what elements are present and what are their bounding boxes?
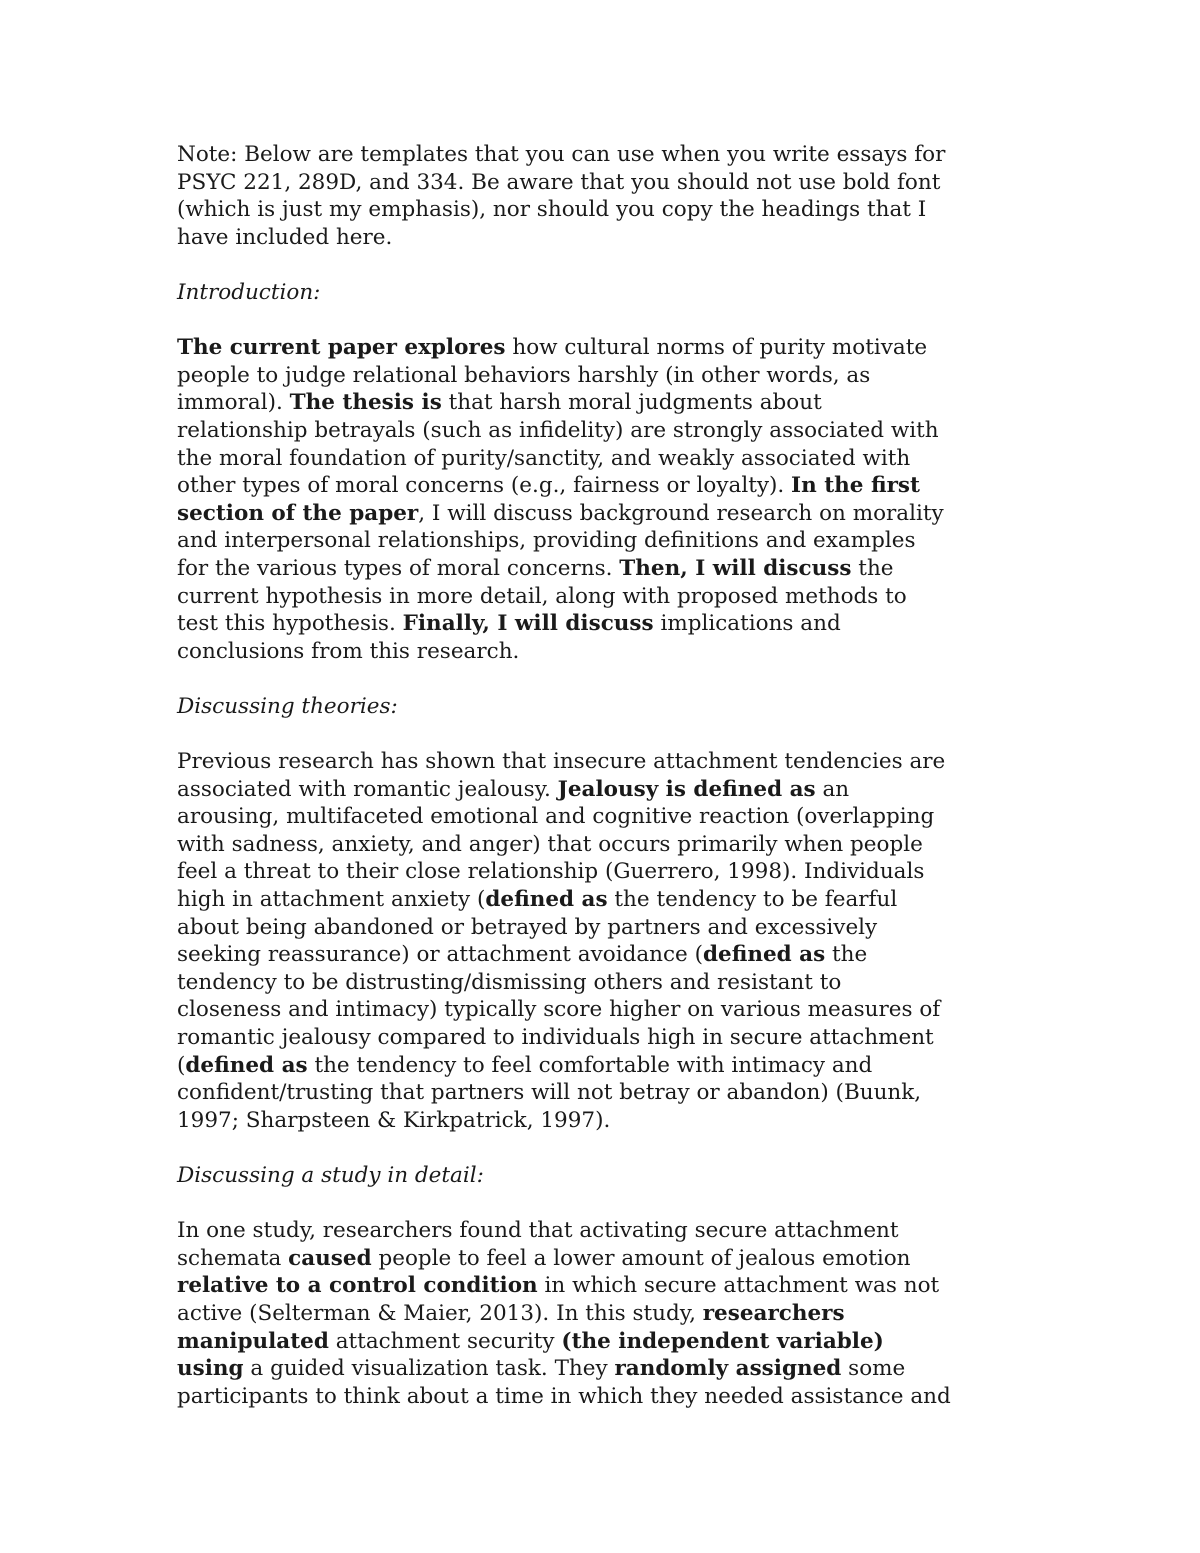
bold-text-run: section of the paper bbox=[177, 500, 419, 526]
text-line bbox=[177, 1217, 1057, 1245]
text-line bbox=[177, 1024, 1057, 1052]
text-run: the moral foundation of purity/sanctity, and weakly associated with bbox=[177, 445, 911, 471]
text-line bbox=[177, 886, 1057, 914]
bold-text-run: caused bbox=[288, 1245, 372, 1271]
text-run: attachment security bbox=[328, 1328, 562, 1354]
text-run: conclusions from this research. bbox=[177, 638, 520, 664]
text-run: tendency to be distrusting/dismissing others and resistant to bbox=[177, 969, 842, 995]
text-line bbox=[177, 334, 1057, 362]
text-run: participants to think about a time in which they needed assistance and bbox=[177, 1383, 951, 1409]
text-run: schemata bbox=[177, 1245, 289, 1271]
bold-text-run: (the independent variable) bbox=[561, 1328, 884, 1354]
study-paragraph bbox=[177, 1217, 1057, 1410]
bold-text-run: researchers bbox=[702, 1300, 845, 1326]
note-line: PSYC 221, 289D, and 334. Be aware that you should not use bold font bbox=[177, 169, 941, 195]
note-paragraph bbox=[177, 141, 1057, 251]
bold-text-run: Then, I will discuss bbox=[619, 555, 852, 581]
bold-text-run: defined as bbox=[485, 887, 608, 913]
text-run: the bbox=[825, 942, 868, 968]
bold-text-run: defined as bbox=[185, 1052, 308, 1078]
text-run: other types of moral concerns (e.g., fairness or loyalty). bbox=[177, 473, 792, 499]
introduction-heading: Introduction: bbox=[177, 279, 321, 305]
text-run: how cultural norms of purity motivate bbox=[505, 335, 928, 361]
bold-text-run: In the first bbox=[791, 473, 920, 499]
study-heading: Discussing a study in detail: bbox=[177, 1162, 484, 1188]
text-run: in which secure attachment was not bbox=[537, 1273, 940, 1299]
text-line bbox=[177, 389, 1057, 417]
text-line bbox=[177, 969, 1057, 997]
text-run: Previous research has shown that insecure attachment tendencies are bbox=[177, 749, 946, 775]
text-line bbox=[177, 1328, 1057, 1356]
bold-text-run: Finally, I will discuss bbox=[402, 611, 654, 637]
text-line bbox=[177, 472, 1057, 500]
note-line: (which is just my emphasis), nor should you copy the headings that I bbox=[177, 197, 927, 223]
text-line bbox=[177, 638, 1057, 666]
text-run: people to judge relational behaviors harshly (in other words, as bbox=[177, 362, 871, 388]
text-run: ( bbox=[177, 1052, 186, 1078]
theories-heading: Discussing theories: bbox=[177, 693, 398, 719]
text-line bbox=[177, 1079, 1057, 1107]
bold-text-run: relative to a control condition bbox=[177, 1273, 538, 1299]
text-run: about being abandoned or betrayed by partners and excessively bbox=[177, 914, 878, 940]
text-line bbox=[177, 941, 1057, 969]
text-run: an bbox=[815, 776, 850, 802]
note-line: Note: Below are templates that you can use when you write essays for bbox=[177, 142, 946, 167]
text-run: active (Selterman & Maier, 2013). In this study, bbox=[177, 1300, 703, 1326]
text-line bbox=[177, 527, 1057, 555]
text-run: relationship betrayals (such as infidelity) are strongly associated with bbox=[177, 417, 939, 443]
text-run: , I will discuss background research on morality bbox=[418, 500, 944, 526]
bold-text-run: using bbox=[177, 1356, 244, 1382]
bold-text-run: defined as bbox=[702, 942, 826, 968]
text-run: seeking reassurance) or attachment avoidance ( bbox=[177, 942, 703, 968]
text-line bbox=[177, 1355, 1057, 1383]
text-run: with sadness, anxiety, and anger) that occurs primarily when people bbox=[177, 831, 923, 857]
bold-text-run: The thesis is bbox=[289, 390, 442, 416]
text-run: current hypothesis in more detail, along with proposed methods to bbox=[177, 583, 907, 609]
text-run: the tendency to be fearful bbox=[607, 887, 898, 913]
text-line bbox=[177, 1245, 1057, 1273]
text-run: test this hypothesis. bbox=[177, 611, 403, 637]
text-line bbox=[177, 610, 1057, 638]
text-run: the bbox=[851, 555, 894, 581]
text-run: feel a threat to their close relationship (Guerrero, 1998). Individuals bbox=[177, 859, 925, 885]
text-run: immoral). bbox=[177, 390, 290, 416]
text-line bbox=[177, 417, 1057, 445]
bold-text-run: The current paper explores bbox=[177, 335, 506, 361]
text-line bbox=[177, 1383, 1057, 1411]
text-line bbox=[177, 776, 1057, 804]
text-run: arousing, multifaceted emotional and cognitive reaction (overlapping bbox=[177, 804, 935, 830]
text-run: that harsh moral judgments about bbox=[441, 390, 822, 416]
text-run: people to feel a lower amount of jealous emotion bbox=[371, 1245, 911, 1271]
note-line: have included here. bbox=[177, 224, 393, 250]
introduction-paragraph bbox=[177, 334, 1057, 665]
text-run: confident/trusting that partners will not betray or abandon) (Buunk, bbox=[177, 1080, 922, 1106]
text-line bbox=[177, 445, 1057, 473]
text-run: the tendency to feel comfortable with intimacy and bbox=[307, 1052, 873, 1078]
text-line bbox=[177, 583, 1057, 611]
text-line bbox=[177, 914, 1057, 942]
text-run: and interpersonal relationships, providing definitions and examples bbox=[177, 528, 916, 554]
text-line bbox=[177, 803, 1057, 831]
text-line bbox=[177, 831, 1057, 859]
text-line bbox=[177, 748, 1057, 776]
text-line bbox=[177, 555, 1057, 583]
text-line bbox=[177, 1107, 1057, 1135]
bold-text-run: manipulated bbox=[177, 1328, 329, 1354]
text-line bbox=[177, 1052, 1057, 1080]
text-line bbox=[177, 996, 1057, 1024]
bold-text-run: randomly assigned bbox=[614, 1356, 842, 1382]
document-page bbox=[177, 141, 1057, 1438]
text-line bbox=[177, 362, 1057, 390]
text-line bbox=[177, 1272, 1057, 1300]
text-run: for the various types of moral concerns. bbox=[177, 555, 620, 581]
theories-paragraph bbox=[177, 748, 1057, 1134]
bold-text-run: Jealousy is defined as bbox=[557, 776, 816, 802]
text-line bbox=[177, 858, 1057, 886]
text-run: implications and bbox=[653, 611, 841, 637]
text-run: a guided visualization task. They bbox=[243, 1356, 615, 1382]
text-run: some bbox=[841, 1356, 906, 1382]
text-run: closeness and intimacy) typically score higher on various measures of bbox=[177, 997, 941, 1023]
text-line bbox=[177, 500, 1057, 528]
text-run: romantic jealousy compared to individuals high in secure attachment bbox=[177, 1025, 934, 1050]
text-line bbox=[177, 1300, 1057, 1328]
text-run: In one study, researchers found that activating secure attachment bbox=[177, 1218, 899, 1244]
text-run: high in attachment anxiety ( bbox=[177, 887, 486, 913]
text-run: 1997; Sharpsteen & Kirkpatrick, 1997). bbox=[177, 1107, 611, 1133]
text-run: associated with romantic jealousy. bbox=[177, 776, 558, 802]
